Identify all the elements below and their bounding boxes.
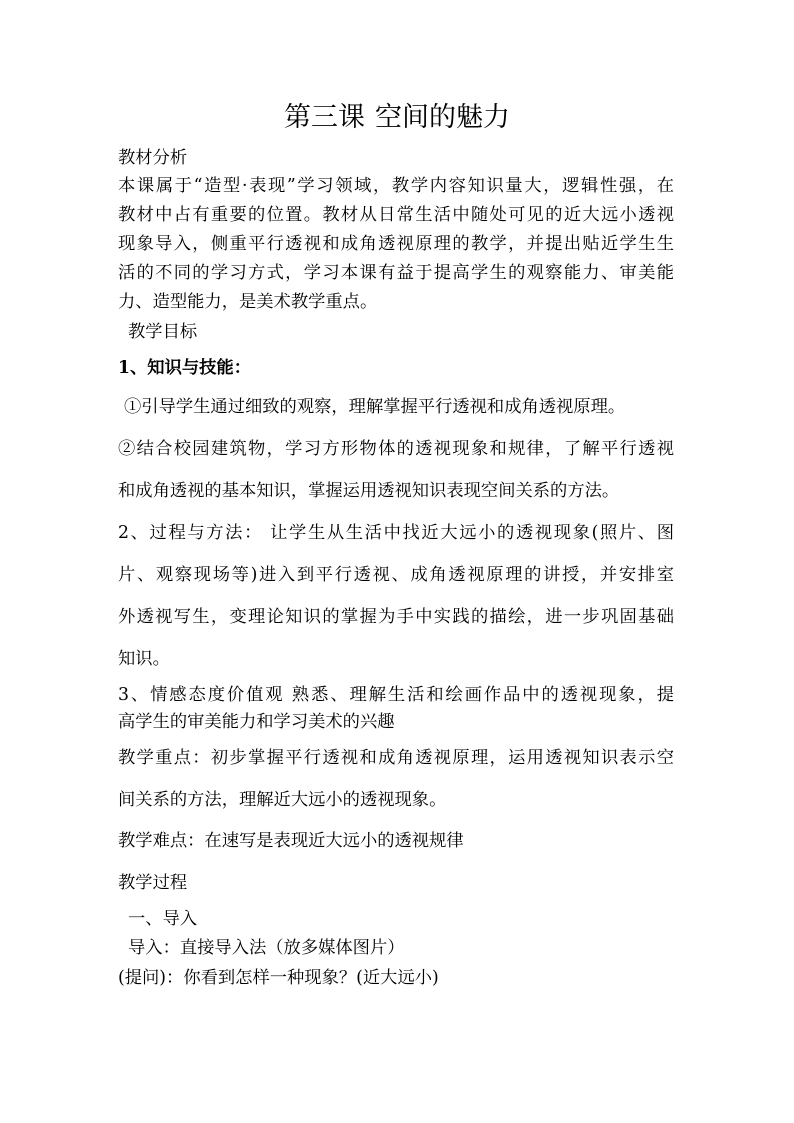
analysis-line-1: 本课属于“造型·表现”学习领域，教学内容知识量大，逻辑性强，在 bbox=[118, 176, 674, 196]
goal-3-line-2: 高学生的审美能力和学习美术的兴趣 bbox=[118, 712, 395, 732]
goal-1-heading: 1、知识与技能： bbox=[118, 358, 251, 378]
heading-teaching-process: 教学过程 bbox=[118, 873, 188, 893]
analysis-line-3: 现象导入，侧重平行透视和成角透视原理的教学，并提出贴近学生生 bbox=[118, 234, 674, 254]
goal-2-line-4: 知识。 bbox=[118, 649, 170, 669]
analysis-line-2: 教材中占有重要的位置。教材从日常生活中随处可见的近大远小透视 bbox=[118, 205, 674, 225]
heading-teaching-goals: 教学目标 bbox=[128, 322, 198, 342]
goal-2-line-1: 2、过程与方法： 让学生从生活中找近大远小的透视现象(照片、图 bbox=[118, 523, 674, 543]
goal-3-line-1: 3、情感态度价值观 熟悉、理解生活和绘画作品中的透视现象，提 bbox=[118, 685, 674, 705]
process-question: (提问)：你看到怎样一种现象？(近大远小) bbox=[118, 968, 439, 988]
process-intro: 导入：直接导入法（放多媒体图片） bbox=[128, 938, 405, 958]
page-title bbox=[0, 98, 794, 138]
title-lesson-name: 空间的魅力 bbox=[375, 102, 510, 133]
process-step-1-heading: 一、导入 bbox=[128, 909, 198, 929]
goal-2-line-3: 外透视写生，变理论知识的掌握为手中实践的描绘，进一步巩固基础 bbox=[118, 607, 674, 627]
title-lesson-number: 第三课 bbox=[284, 102, 365, 133]
goal-2-line-2: 片、观察现场等)进入到平行透视、成角透视原理的讲授，并安排室 bbox=[118, 565, 674, 585]
key-points-line-2: 间关系的方法，理解近大远小的透视现象。 bbox=[118, 790, 447, 810]
goal-1-item-2-line-1: ②结合校园建筑物，学习方形物体的透视现象和规律，了解平行透视 bbox=[118, 439, 674, 459]
goal-1-item-2-line-2: 和成角透视的基本知识，掌握运用透视知识表现空间关系的方法。 bbox=[118, 481, 620, 501]
analysis-line-5: 力、造型能力，是美术教学重点。 bbox=[118, 292, 378, 312]
analysis-line-4: 活的不同的学习方式，学习本课有益于提高学生的观察能力、审美能 bbox=[118, 263, 674, 283]
heading-material-analysis: 教材分析 bbox=[118, 148, 188, 168]
teaching-difficulty: 教学难点：在速写是表现近大远小的透视规律 bbox=[118, 831, 464, 851]
goal-1-item-1: ①引导学生通过细致的观察，理解掌握平行透视和成角透视原理。 bbox=[124, 397, 626, 417]
key-points-line-1: 教学重点：初步掌握平行透视和成角透视原理，运用透视知识表示空 bbox=[118, 748, 674, 768]
